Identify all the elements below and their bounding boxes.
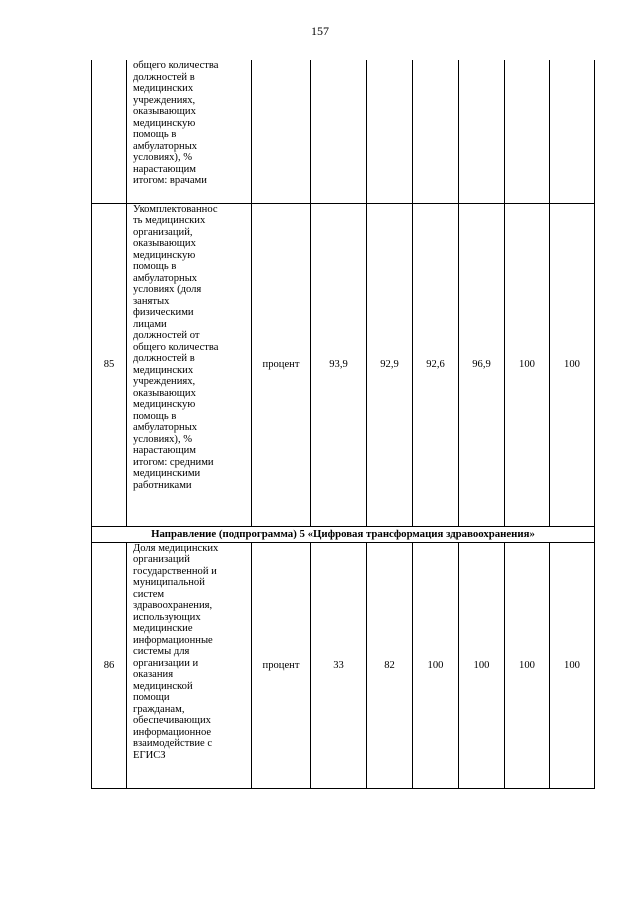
value-cell: 100 bbox=[459, 542, 505, 788]
section-header-row bbox=[92, 526, 595, 542]
description-line: нарастающим bbox=[133, 163, 196, 175]
description-line: условиях), % bbox=[133, 433, 193, 445]
description-line: информационное bbox=[133, 726, 212, 738]
description-line: оказывающих bbox=[133, 106, 196, 117]
description-line: оказывающих bbox=[133, 387, 196, 399]
unit-cell: процент bbox=[252, 203, 311, 526]
description-line: системы для bbox=[133, 646, 190, 657]
description-line: амбулаторных bbox=[133, 272, 198, 284]
description-line: амбулаторных bbox=[133, 140, 198, 152]
description-line: систем bbox=[133, 588, 165, 600]
value-cell bbox=[311, 60, 367, 203]
description-line: медицинскую bbox=[133, 249, 196, 261]
unit-cell: процент bbox=[252, 542, 311, 788]
indicator-description bbox=[127, 542, 252, 788]
description-line: итогом: врачами bbox=[133, 175, 207, 186]
description-line: медицинскую bbox=[133, 399, 196, 410]
value-cell: 92,9 bbox=[367, 203, 413, 526]
value-cell: 33 bbox=[311, 542, 367, 788]
description-line: должностей в bbox=[133, 71, 195, 83]
description-line: гражданам, bbox=[133, 703, 185, 715]
description-line: помощь в bbox=[133, 410, 177, 422]
description-line: Укомплектованнос bbox=[133, 203, 218, 215]
page-number: 157 bbox=[311, 24, 329, 38]
value-cell bbox=[367, 60, 413, 203]
description-line: ть медицинских bbox=[133, 215, 206, 226]
value-cell: 92,6 bbox=[413, 203, 459, 526]
description-line: условиях (доля bbox=[133, 284, 202, 295]
description-line: нарастающим bbox=[133, 445, 196, 456]
description-line: работниками bbox=[133, 479, 192, 491]
description-line: учреждениях, bbox=[133, 94, 196, 106]
description-line: амбулаторных bbox=[133, 422, 198, 433]
description-line: медицинской bbox=[133, 680, 193, 692]
indicator-description bbox=[127, 60, 252, 203]
description-line: общего количества bbox=[133, 341, 219, 353]
description-line: итогом: средними bbox=[133, 456, 214, 468]
description-line: оказания bbox=[133, 669, 174, 680]
description-line: помощь в bbox=[133, 261, 177, 272]
value-cell bbox=[413, 60, 459, 203]
description-line: должностей в bbox=[133, 353, 195, 364]
description-line: медицинских bbox=[133, 364, 194, 376]
description-line: обеспечивающих bbox=[133, 715, 211, 726]
description-line: взаимодействие с bbox=[133, 738, 213, 749]
description-line: организаций bbox=[133, 554, 190, 565]
description-line: физическими bbox=[133, 307, 194, 318]
table-row-86 bbox=[92, 542, 595, 788]
row-number-cell: 86 bbox=[92, 542, 127, 788]
description-line: информационные bbox=[133, 634, 213, 646]
value-cell: 93,9 bbox=[311, 203, 367, 526]
unit-cell bbox=[252, 60, 311, 203]
description-line: медицинские bbox=[133, 623, 193, 634]
description-line: медицинских bbox=[133, 83, 194, 94]
table-row-85 bbox=[92, 203, 595, 526]
value-cell: 96,9 bbox=[459, 203, 505, 526]
description-line: условиях), % bbox=[133, 152, 193, 163]
section-title: Направление (подпрограмма) 5 «Цифровая трансформация здравоохранения» bbox=[92, 526, 595, 542]
table-row-continued bbox=[92, 60, 595, 203]
description-line: Доля медицинских bbox=[133, 542, 219, 554]
row-number-cell bbox=[92, 60, 127, 203]
value-cell: 100 bbox=[505, 203, 550, 526]
value-cell bbox=[505, 60, 550, 203]
value-cell bbox=[550, 60, 595, 203]
value-cell: 100 bbox=[413, 542, 459, 788]
value-cell: 100 bbox=[550, 542, 595, 788]
description-line: занятых bbox=[133, 295, 170, 307]
row-number-cell: 85 bbox=[92, 203, 127, 526]
description-line: помощь в bbox=[133, 129, 177, 140]
description-line: государственной и bbox=[133, 565, 217, 577]
description-line: муниципальной bbox=[133, 577, 205, 588]
description-line: учреждениях, bbox=[133, 376, 196, 387]
value-cell: 100 bbox=[550, 203, 595, 526]
description-line: ЕГИСЗ bbox=[133, 749, 166, 761]
value-cell: 82 bbox=[367, 542, 413, 788]
value-cell bbox=[459, 60, 505, 203]
description-line: организаций, bbox=[133, 226, 193, 238]
description-line: должностей от bbox=[133, 330, 200, 341]
description-line: помощи bbox=[133, 692, 170, 703]
description-line: здравоохранения, bbox=[133, 600, 213, 611]
indicator-description bbox=[127, 203, 252, 526]
description-line: медицинскими bbox=[133, 468, 201, 479]
description-line: организации и bbox=[133, 657, 199, 669]
description-line: использующих bbox=[133, 611, 201, 623]
description-line: оказывающих bbox=[133, 238, 196, 249]
value-cell: 100 bbox=[505, 542, 550, 788]
description-line: лицами bbox=[133, 318, 167, 330]
description-line: общего количества bbox=[133, 60, 219, 71]
description-line: медицинскую bbox=[133, 117, 196, 129]
indicators-table bbox=[91, 60, 595, 789]
